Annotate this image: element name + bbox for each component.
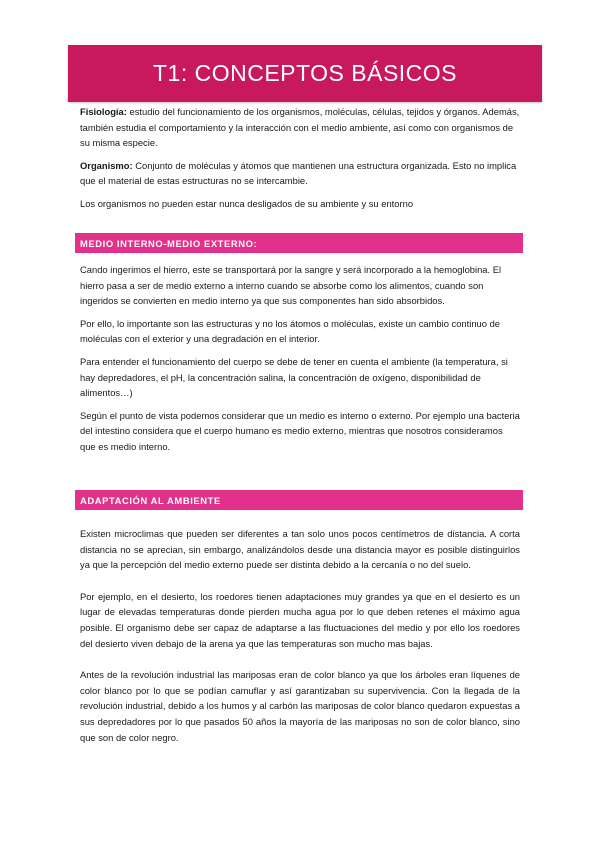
statement-text: Los organismos no pueden estar nunca desligados de su ambiente y su entorno: [80, 197, 414, 209]
term-label: Organismo:: [80, 159, 133, 171]
definition-text: Conjunto de moléculas y átomos que mantienen una estructura organizada. Esto no implica que el material de estas estructuras no se intercambie.: [80, 159, 517, 187]
title-banner: [68, 45, 542, 102]
page-title: T1: CONCEPTOS BÁSICOS: [152, 60, 458, 86]
term-label: Fisiología:: [80, 106, 127, 117]
paragraph: Antes de la revolución industrial las mariposas eran de color blanco ya que los árboles eran líquenes de color blanco por lo que se podían camuflar y así garantizaban su supervivencia. Con la llegada de la revolución industrial, debido a los humos y al carbón las mariposas de color blanco quedaron expuestas a sus depredadores por lo que pasados 50 años la mayoría de las mariposas no son de color blanco, sino que son de color negro.: [80, 669, 520, 743]
paragraph: Existen microclimas que pueden ser diferentes a tan solo unos pocos centímetros de distancia. A corta distancia no se aprecian, sin embargo, analizándolos desde una distancia mayor es posible distinguirlos ya que la percepción del medio externo puede ser distinta debido a la cercanía o no del suelo.: [80, 528, 520, 571]
paragraph: Por ejemplo, en el desierto, los roedores tienen adaptaciones muy grandes ya que en el desierto es un lugar de elevadas temperaturas donde pierden mucha agua por lo que deben retenes el máximo agua posible. El organismo debe ser capaz de adaptarse a las fluctuaciones del medio y por ello los roedores del desierto viven debajo de la arena ya que las temperaturas son mucho mas bajas.: [80, 590, 520, 649]
paragraph: Cando ingerimos el hierro, este se transportará por la sangre y será incorporado a la hemoglobina. El hierro pasa a ser de medio externo a interno cuando se absorbe como los alimentos, cuando son ingeridos se convierten en medio interno ya que sus componentes han sido absorbidos.: [80, 264, 502, 307]
section-heading-adaptacion: [75, 490, 523, 510]
section-heading-text: MEDIO INTERNO-MEDIO EXTERNO:: [80, 237, 258, 249]
intro-section: [80, 104, 520, 212]
section-heading-text: ADAPTACIÓN AL AMBIENTE: [80, 494, 221, 506]
definition-fisiologia: [80, 104, 520, 151]
intro-statement: [80, 196, 520, 212]
paragraph: Según el punto de vista podemos considerar que un medio es interno o externo. Por ejemplo una bacteria del intestino considera que el cuerpo humano es medio externo, mientras que nosotros consideramos que es medio interno.: [80, 409, 520, 452]
section-medio-body: [80, 262, 520, 455]
paragraph: Por ello, lo importante son las estructuras y no los átomos o moléculas, existe un cambio continuo de moléculas con el exterior y una degradación en el interior.: [80, 317, 501, 345]
section-adaptacion-body: [80, 526, 520, 745]
section-heading-medio: [75, 233, 523, 253]
paragraph: Para entender el funcionamiento del cuerpo se debe de tener en cuenta el ambiente (la temperatura, si hay depredadores, el pH, la concentración salina, la concentración de oxígeno, disponibilidad de alimentos…): [80, 355, 508, 399]
definition-text: estudio del funcionamiento de los organismos, moléculas, células, tejidos y órganos. Además, también estudia el comportamiento y la interacción con el medio ambiente, así como con organismos de su misma especie.: [80, 106, 520, 149]
definition-organismo: [80, 158, 520, 189]
